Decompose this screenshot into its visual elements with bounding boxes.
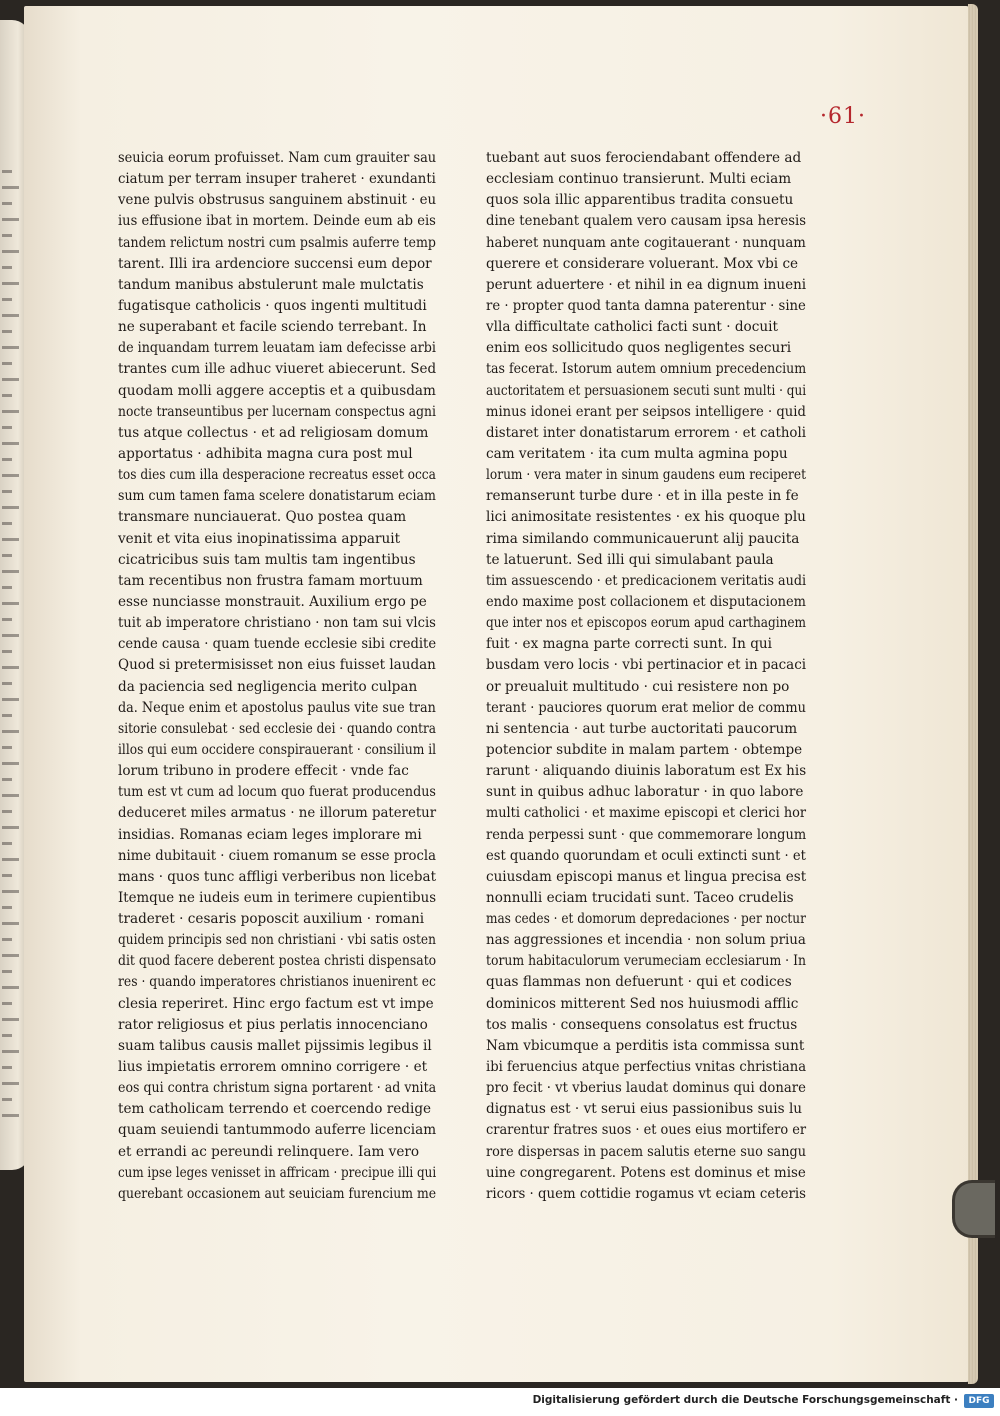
bleed-line bbox=[2, 218, 19, 221]
text-line: quos sola illic apparentibus tradita consuetu bbox=[486, 192, 794, 209]
text-line: rima similando communicauerunt alij paucita bbox=[486, 530, 800, 547]
text-line: traderet · cesaris poposcit auxilium · romani bbox=[118, 911, 425, 928]
bleed-line bbox=[2, 282, 19, 285]
text-line: venit et vita eius inopinatissima apparuit bbox=[118, 530, 401, 547]
bleed-line bbox=[2, 186, 19, 189]
bleed-line bbox=[2, 730, 19, 733]
text-line: lorum tribuno in prodere effecit · vnde fac bbox=[118, 763, 409, 780]
bleed-line bbox=[2, 794, 19, 797]
bleed-line bbox=[2, 618, 12, 621]
text-line: cam veritatem · ita cum multa agmina popu bbox=[486, 445, 788, 462]
text-line: rator religiosus et pius perlatis innocenciano bbox=[118, 1016, 428, 1033]
text-line: fugatisque catholicis · quos ingenti multitudi bbox=[118, 297, 427, 314]
text-line: mas cedes · et domorum depredaciones · per noctur bbox=[486, 911, 806, 928]
text-line: fuit · ex magna parte correcti sunt. In qui bbox=[486, 636, 773, 653]
text-line: Nam vbicumque a perditis ista commissa sunt bbox=[486, 1037, 805, 1054]
bleed-line bbox=[2, 266, 12, 269]
text-column-left bbox=[118, 148, 436, 1205]
bleed-line bbox=[2, 858, 19, 861]
bleed-line bbox=[2, 442, 19, 445]
text-line: ricors · quem cottidie rogamus vt eciam ceteris bbox=[486, 1185, 806, 1202]
bleed-line bbox=[2, 666, 19, 669]
text-line: Itemque ne iudeis eum in terimere cupientibus bbox=[118, 889, 437, 906]
text-line: tarent. Illi ira ardenciore succensi eum depor bbox=[118, 255, 432, 272]
text-line: ne superabant et facile sciendo terrebant. In bbox=[118, 319, 427, 336]
funding-credit: Digitalisierung gefördert durch die Deutsche Forschungsgemeinschaft · bbox=[532, 1394, 958, 1406]
bleed-line bbox=[2, 170, 12, 173]
text-line: nocte transeuntibus per lucernam conspectus agni bbox=[118, 403, 436, 420]
book-clasp bbox=[952, 1180, 995, 1238]
text-line: nonnulli eciam trucidati sunt. Taceo crudelis bbox=[486, 889, 794, 906]
bleed-line bbox=[2, 954, 19, 957]
text-line: que inter nos et episcopos eorum apud carthaginem bbox=[486, 615, 806, 632]
folio-number: ·61· bbox=[820, 104, 866, 129]
bleed-line bbox=[2, 1082, 19, 1085]
bleed-line bbox=[2, 1098, 12, 1101]
bleed-line bbox=[2, 634, 19, 637]
text-line: deduceret miles armatus · ne illorum pateretur bbox=[118, 805, 437, 822]
text-line: tandum manibus abstulerunt male mulctatis bbox=[118, 276, 424, 293]
page-fore-edge bbox=[968, 4, 978, 1384]
text-line: lorum · vera mater in sinum gaudens eum reciperet bbox=[486, 467, 806, 484]
text-line: tandem relictum nostri cum psalmis auferre temp bbox=[118, 234, 436, 251]
text-line: vlla difficultate catholici facti sunt · docuit bbox=[486, 319, 778, 336]
text-line: clesia reperiret. Hinc ergo factum est vt impe bbox=[118, 995, 434, 1012]
text-line: minus idonei erant per seipsos intelligere · quid bbox=[486, 403, 806, 420]
text-line: cuiusdam episcopi manus et lingua precisa est bbox=[486, 868, 807, 885]
text-line: or preualuit multitudo · cui resistere non po bbox=[486, 678, 790, 695]
bleed-line bbox=[2, 570, 19, 573]
bleed-line bbox=[2, 938, 12, 941]
bleed-line bbox=[2, 682, 12, 685]
text-line: potencior subdite in malam partem · obtempe bbox=[486, 741, 803, 758]
bleed-line bbox=[2, 250, 19, 253]
bleed-line bbox=[2, 538, 19, 541]
text-column-right bbox=[486, 148, 806, 1205]
bleed-line bbox=[2, 362, 12, 365]
text-line: tas fecerat. Istorum autem omnium precedencium bbox=[486, 361, 807, 378]
text-line: sitorie consulebat · sed ecclesie dei · quando contra bbox=[118, 720, 436, 737]
text-line: tuit ab imperatore christiano · non tam sui vlcis bbox=[118, 615, 436, 632]
text-line: tum est vt cum ad locum quo fuerat producendus bbox=[118, 784, 436, 801]
text-line: quidem principis sed non christiani · vbi satis osten bbox=[118, 932, 436, 949]
text-line: terant · pauciores quorum erat melior de commu bbox=[486, 699, 806, 716]
text-line: transmare nunciauerat. Quo postea quam bbox=[118, 509, 407, 526]
text-line: renda perpessi sunt · que commemorare longum bbox=[486, 826, 807, 843]
text-line: tus atque collectus · et ad religiosam domum bbox=[118, 424, 429, 441]
text-line: endo maxime post collacionem et disputacionem bbox=[486, 593, 806, 610]
bleed-line bbox=[2, 394, 12, 397]
text-line: nime dubitauit · ciuem romanum se esse procla bbox=[118, 847, 437, 864]
bleed-line bbox=[2, 506, 19, 509]
text-line: et errandi ac pereundi relinquere. Iam vero bbox=[118, 1143, 420, 1160]
text-line: distaret inter donatistarum errorem · et catholi bbox=[486, 424, 806, 441]
bleed-line bbox=[2, 586, 12, 589]
text-line: dit quod facere deberent postea christi dispensato bbox=[118, 953, 437, 970]
bleed-line bbox=[2, 1034, 12, 1037]
bleed-line bbox=[2, 906, 12, 909]
bleed-line bbox=[2, 922, 19, 925]
text-line: sunt in quibus adhuc laboratur · in quo labore bbox=[486, 784, 804, 801]
bleed-line bbox=[2, 1002, 12, 1005]
text-line: remanserunt turbe dure · et in illa peste in fe bbox=[486, 488, 799, 505]
bleed-line bbox=[2, 378, 19, 381]
bleed-line bbox=[2, 810, 12, 813]
text-line: da. Neque enim et apostolus paulus vite sue tran bbox=[118, 699, 436, 716]
text-line: quas flammas non defuerunt · qui et codices bbox=[486, 974, 792, 991]
text-line: insidias. Romanas eciam leges implorare mi bbox=[118, 826, 422, 843]
bleed-line bbox=[2, 490, 12, 493]
text-line: ius effusione ibat in mortem. Deinde eum ab eis bbox=[118, 213, 436, 230]
text-line: suam talibus causis mallet pijssimis legibus il bbox=[118, 1037, 432, 1054]
bleed-line bbox=[2, 890, 19, 893]
bleed-line bbox=[2, 1050, 19, 1053]
bleed-line bbox=[2, 554, 12, 557]
bleed-line bbox=[2, 874, 12, 877]
bleed-line bbox=[2, 698, 19, 701]
text-line: de inquandam turrem leuatam iam defecisse arbi bbox=[118, 340, 436, 357]
text-line: perunt aduertere · et nihil in ea dignum inueni bbox=[486, 276, 807, 293]
text-line: lici animositate resistentes · ex his quoque plu bbox=[486, 509, 806, 526]
text-line: tam recentibus non frustra famam mortuum bbox=[118, 572, 423, 589]
text-line: tos malis · consequens consolatus est fructus bbox=[486, 1016, 798, 1033]
bleed-line bbox=[2, 1114, 19, 1117]
text-line: lius impietatis errorem omnino corrigere · et bbox=[118, 1059, 428, 1076]
text-line: mans · quos tunc affligi verberibus non licebat bbox=[118, 868, 437, 885]
bleed-line bbox=[2, 1066, 12, 1069]
text-line: cicatricibus suis tam multis tam ingentibus bbox=[118, 551, 416, 568]
text-line: est quando quorundam et oculi extincti sunt · et bbox=[486, 847, 806, 864]
bleed-line bbox=[2, 602, 19, 605]
text-line: haberet nunquam ante cogitauerant · nunquam bbox=[486, 234, 806, 251]
text-line: dignatus est · vt serui eius passionibus suis lu bbox=[486, 1101, 803, 1118]
bleed-line bbox=[2, 650, 12, 653]
bleed-line bbox=[2, 458, 12, 461]
text-line: ibi feruencius atque perfectius vnitas christiana bbox=[486, 1059, 807, 1076]
bleed-line bbox=[2, 1018, 19, 1021]
bleed-line bbox=[2, 762, 19, 765]
text-line: trantes cum ille adhuc viueret abiecerunt. Sed bbox=[118, 361, 437, 378]
bleed-line bbox=[2, 474, 19, 477]
text-line: crarentur fratres suos · et oues eius mortifero er bbox=[486, 1122, 807, 1139]
text-line: pro fecit · vt vberius laudat dominus qui donare bbox=[486, 1080, 806, 1097]
text-line: quodam molli aggere acceptis et a quibusdam bbox=[118, 382, 436, 399]
text-line: quam seuiendi tantummodo auferre licenciam bbox=[118, 1122, 437, 1139]
text-line: re · propter quod tanta damna paterentur · sine bbox=[486, 297, 806, 314]
text-line: tem catholicam terrendo et coercendo redige bbox=[118, 1101, 432, 1118]
bleed-line bbox=[2, 202, 12, 205]
text-line: res · quando imperatores christianos inuenirent ec bbox=[118, 974, 436, 991]
bleed-line bbox=[2, 842, 12, 845]
text-line: tos dies cum illa desperacione recreatus esset occa bbox=[118, 467, 436, 484]
footer-bar bbox=[0, 1388, 1000, 1416]
text-line: illos qui eum occidere conspirauerant · consilium il bbox=[118, 741, 437, 758]
text-line: tuebant aut suos ferociendabant offendere ad bbox=[486, 150, 802, 166]
text-line: esse nunciasse monstrauit. Auxilium ergo pe bbox=[118, 593, 427, 610]
bleed-line bbox=[2, 986, 19, 989]
text-line: querere et considerare voluerant. Mox vbi ce bbox=[486, 255, 799, 272]
bleed-line bbox=[2, 314, 19, 317]
bleed-line bbox=[2, 522, 12, 525]
text-line: enim eos sollicitudo quos negligentes securi bbox=[486, 340, 792, 357]
bleed-line bbox=[2, 298, 12, 301]
text-line: te latuerunt. Sed illi qui simulabant paula bbox=[486, 551, 774, 568]
text-line: apportatus · adhibita magna cura post mul bbox=[118, 445, 413, 462]
bleed-line bbox=[2, 330, 12, 333]
text-line: cum ipse leges venisset in affricam · precipue illi qui bbox=[118, 1164, 437, 1181]
text-line: nas aggressiones et incendia · non solum priua bbox=[486, 932, 806, 949]
text-line: tim assuescendo · et predicacionem veritatis audi bbox=[486, 572, 807, 589]
text-line: seuicia eorum profuisset. Nam cum grauiter sau bbox=[118, 150, 437, 166]
text-line: querebant occasionem aut seuiciam furencium me bbox=[118, 1185, 437, 1202]
bleed-line bbox=[2, 778, 12, 781]
text-line: dominicos mitterent Sed nos huiusmodi afflic bbox=[486, 995, 799, 1012]
text-line: torum habitaculorum verumeciam ecclesiarum · In bbox=[486, 953, 806, 970]
text-line: auctoritatem et persuasionem secuti sunt multi · qui bbox=[486, 382, 807, 399]
text-line: Quod si pretermisisset non eius fuisset laudan bbox=[118, 657, 436, 674]
bleed-line bbox=[2, 714, 12, 717]
text-line: vene pulvis obstrusus sanguinem abstinuit · eu bbox=[118, 192, 437, 209]
text-line: da paciencia sed negligencia merito culpan bbox=[118, 678, 418, 695]
bleed-line bbox=[2, 826, 19, 829]
bleed-line bbox=[2, 410, 19, 413]
text-line: multi catholici · et maxime episcopi et clerici hor bbox=[486, 805, 807, 822]
text-line: ecclesiam continuo transierunt. Multi eciam bbox=[486, 171, 792, 188]
text-line: cende causa · quam tuende ecclesie sibi credite bbox=[118, 636, 437, 653]
text-line: busdam vero locis · vbi pertinacior et in pacaci bbox=[486, 657, 807, 674]
text-line: uine congregarent. Potens est dominus et mise bbox=[486, 1164, 806, 1181]
text-line: ciatum per terram insuper traheret · exundanti bbox=[118, 171, 436, 188]
text-line: rore dispersas in pacem salutis eterne suo sangu bbox=[486, 1143, 807, 1160]
bleed-line bbox=[2, 346, 19, 349]
text-line: ni sentencia · aut turbe auctoritati paucorum bbox=[486, 720, 798, 737]
bleed-line bbox=[2, 234, 12, 237]
bleed-line bbox=[2, 426, 12, 429]
text-line: sum cum tamen fama scelere donatistarum eciam bbox=[118, 488, 436, 505]
bleed-line bbox=[2, 746, 12, 749]
text-line: dine tenebant qualem vero causam ipsa heresis bbox=[486, 213, 807, 230]
text-line: rarunt · aliquando diuinis laboratum est Ex his bbox=[486, 763, 807, 780]
dfg-logo-icon: DFG bbox=[964, 1394, 994, 1408]
bleed-line bbox=[2, 970, 12, 973]
text-line: eos qui contra christum signa portarent · ad vnita bbox=[118, 1080, 437, 1097]
